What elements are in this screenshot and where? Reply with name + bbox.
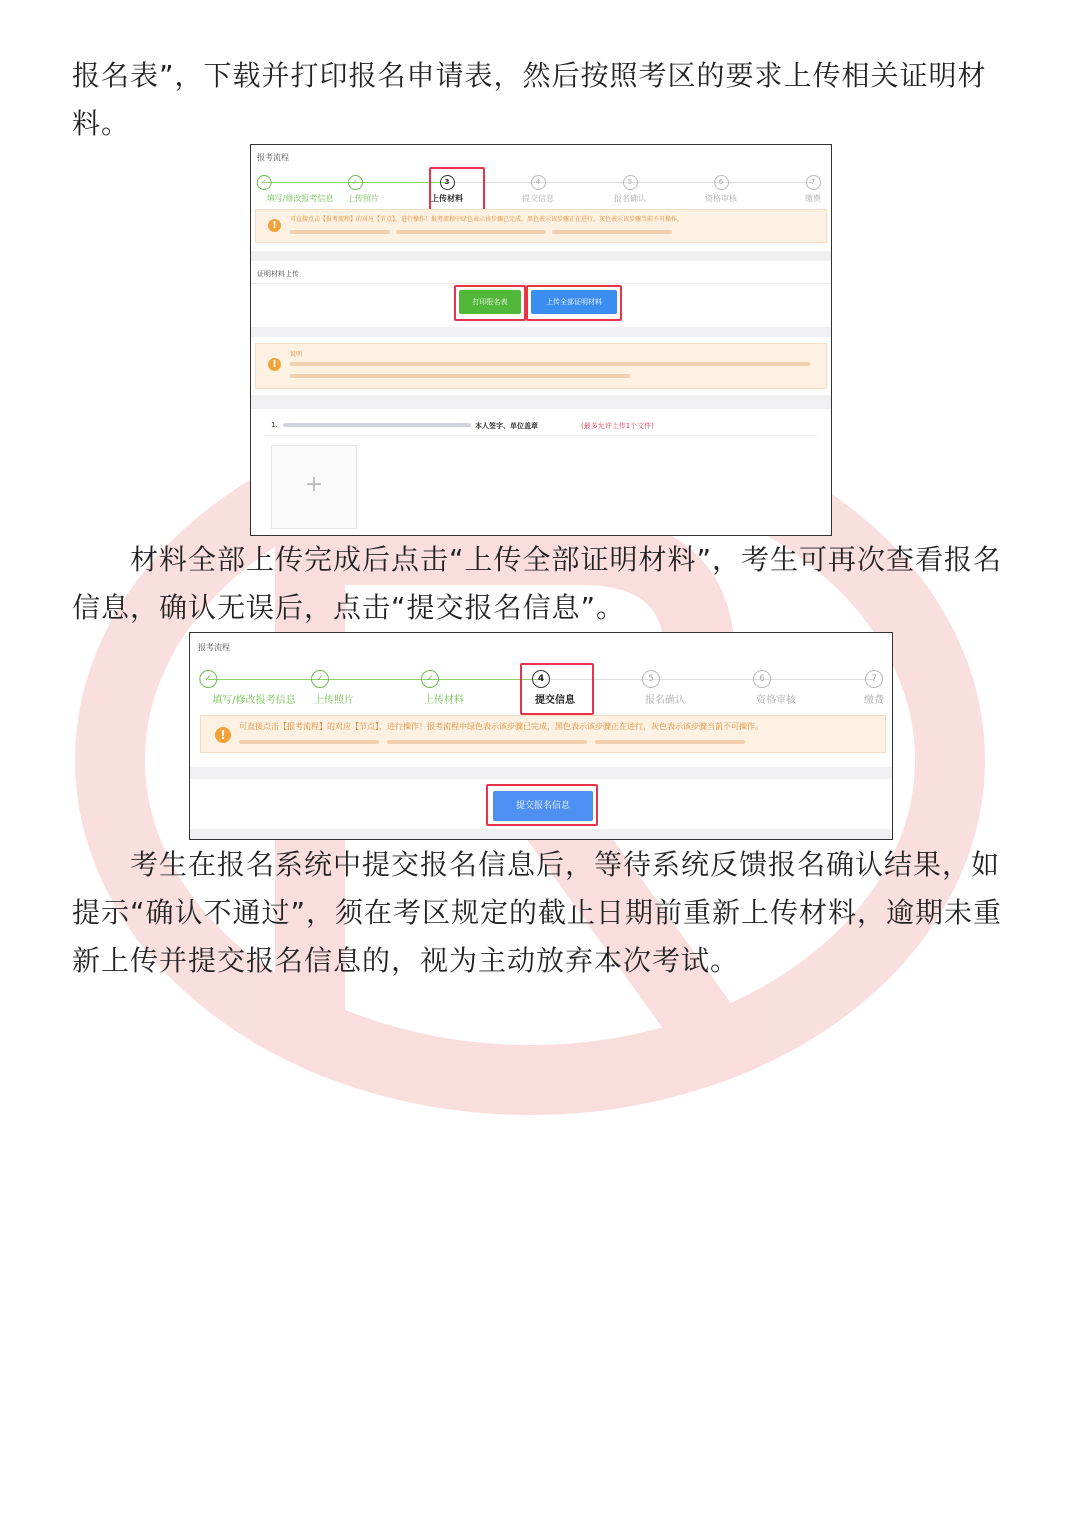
step-7[interactable]: 7 缴费 [864, 670, 884, 706]
step-5[interactable]: 5 报名确认 [631, 670, 671, 706]
notice-banner: ! 可直接点击【报考流程】的对应【节点】，进行操作！报考流程中绿色表示该步骤已完成，黑色表示该步骤正在进行，灰色表示该步骤当前不可操作。 [200, 715, 886, 753]
warning-icon: ! [268, 219, 281, 232]
step-4[interactable]: 4 提交信息 [522, 175, 554, 204]
upload-item-text: 本人签字、单位盖章 [475, 422, 538, 430]
notice-banner: ! 可直接点击【报考流程】的对应【节点】，进行操作！报考流程中绿色表示该步骤已完成，黑色表示该步骤正在进行，灰色表示该步骤当前不可操作。 [255, 209, 827, 243]
highlight-current-step [520, 663, 594, 715]
instructions-note: ! 说明 [255, 343, 827, 389]
plus-icon: + [304, 472, 324, 497]
process-title: 报考流程 [198, 643, 230, 652]
process-title: 报考流程 [257, 153, 289, 162]
warning-icon: ! [215, 727, 231, 743]
step-6[interactable]: 6 资格审核 [742, 670, 782, 706]
step-5[interactable]: 5 报名确认 [614, 175, 646, 204]
check-icon: ✓ [421, 670, 439, 688]
step-7[interactable]: 7 缴费 [805, 175, 821, 204]
upload-item-limit: (最多允许上传1个文件) [581, 422, 654, 430]
upload-materials-screenshot [250, 144, 832, 536]
paragraph-1: 报名表”，下载并打印报名申请表，然后按照考区的要求上传相关证明材料。 [72, 59, 987, 140]
highlight-submit-button [486, 784, 598, 826]
check-icon: ✓ [348, 175, 363, 190]
step-6[interactable]: 6 资格审核 [705, 175, 737, 204]
step-1[interactable]: ✓ 填写/修改报考信息 [250, 175, 297, 204]
upload-dropzone[interactable] [271, 445, 357, 529]
step-1[interactable]: ✓ 填写/修改报考信息 [189, 670, 250, 706]
upload-item-number: 1. [271, 421, 278, 429]
check-icon: ✓ [311, 670, 329, 688]
step-4-current[interactable]: 4 提交信息 [521, 670, 561, 706]
highlight-upload-button [526, 285, 622, 321]
submit-info-button[interactable]: 提交报名信息 [493, 791, 593, 821]
step-2[interactable]: ✓ 上传照片 [300, 670, 340, 706]
paragraph-3: 考生在报名系统中提交报名信息后，等待系统反馈报名确认结果，如提示“确认不通过”，须在考区规定的截止日期前重新上传材料，逾期未重新上传并提交报名信息的，视为主动放弃本次考试。 [72, 848, 1003, 977]
upload-all-button[interactable]: 上传全部证明材料 [531, 290, 617, 314]
print-form-button[interactable]: 打印报名表 [459, 290, 521, 314]
submit-info-screenshot [189, 632, 893, 840]
step-3-current[interactable]: 3 上传材料 [431, 175, 463, 204]
check-icon: ✓ [256, 175, 271, 190]
highlight-current-step [429, 167, 485, 211]
step-2[interactable]: ✓ 上传照片 [339, 175, 371, 204]
check-icon: ✓ [199, 670, 217, 688]
paragraph-2: 材料全部上传完成后点击“上传全部证明材料”，考生可再次查看报名信息，确认无误后，点击“提交报名信息”。 [72, 543, 1003, 624]
section-label: 证明材料上传 [257, 270, 299, 278]
warning-icon: ! [268, 358, 281, 371]
highlight-print-button [454, 285, 526, 321]
step-3[interactable]: ✓ 上传材料 [410, 670, 450, 706]
